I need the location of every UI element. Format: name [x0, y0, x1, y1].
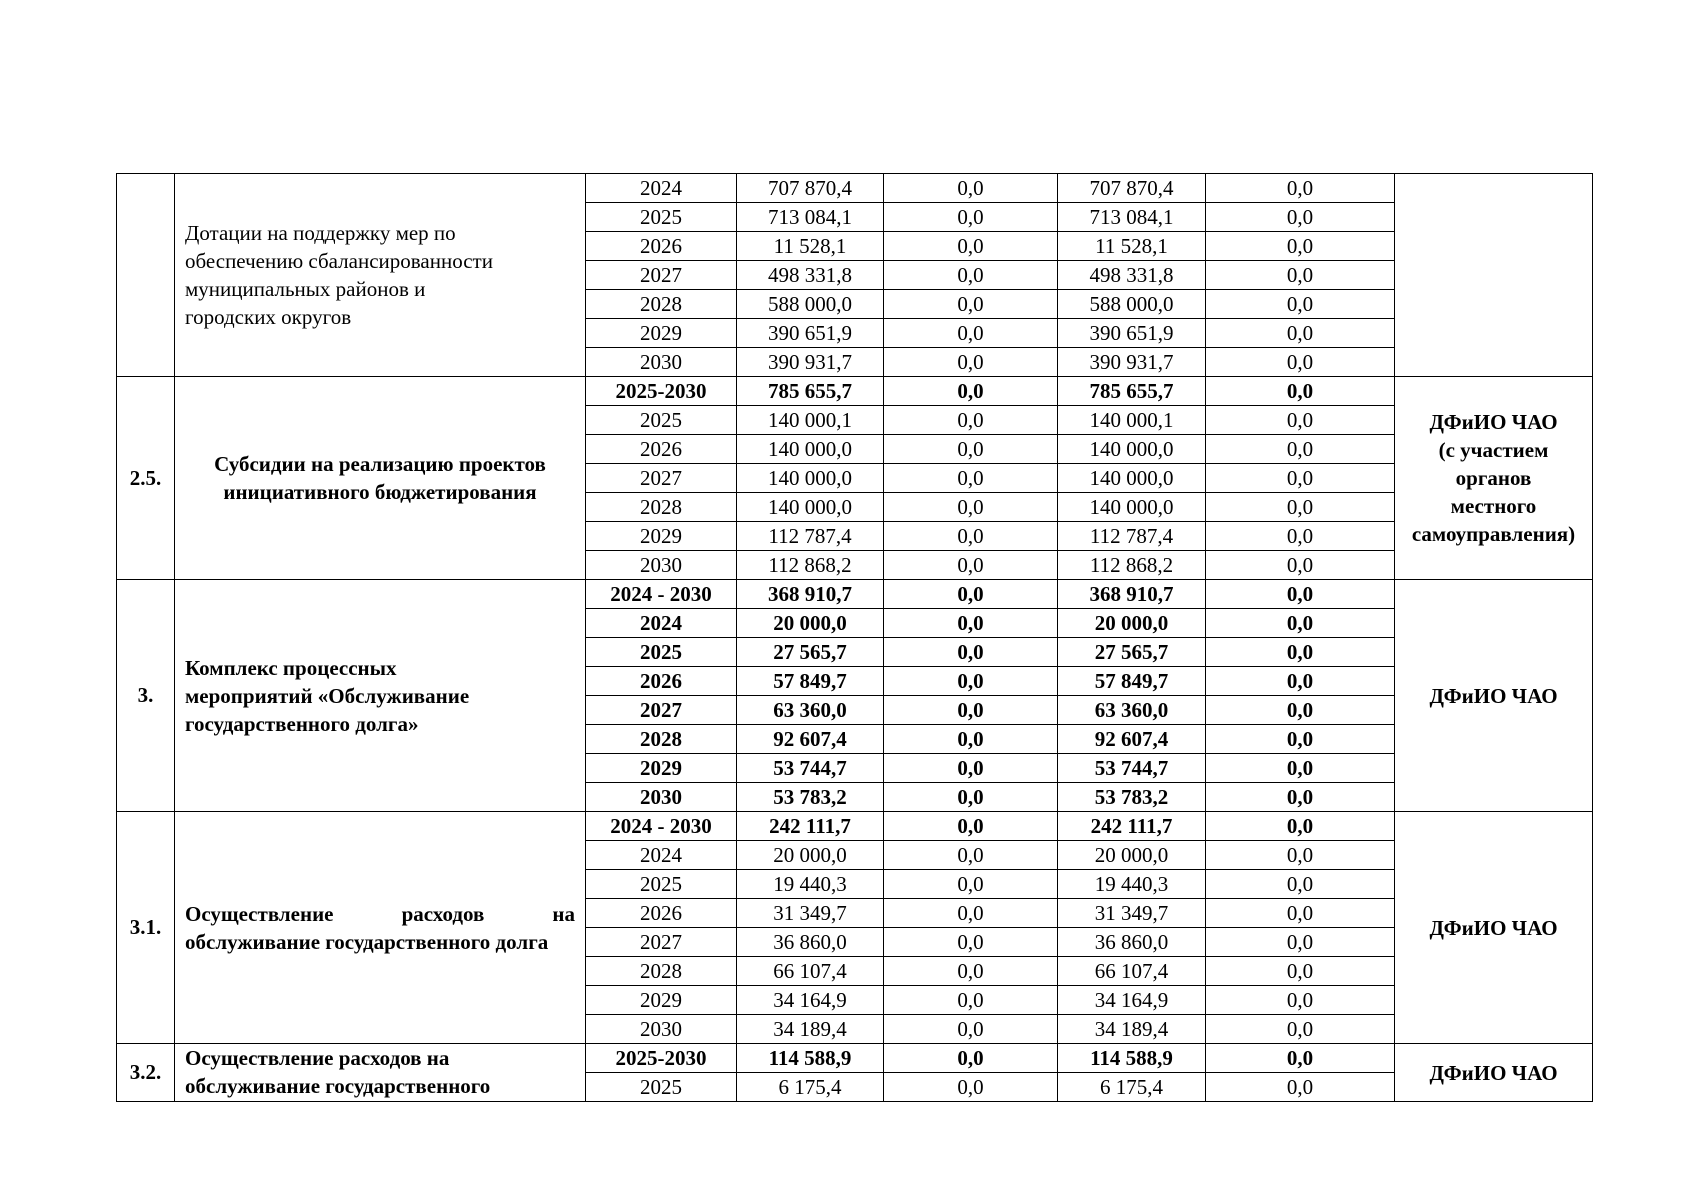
- total-cell: 66 107,4: [737, 957, 884, 986]
- total-cell: 19 440,3: [737, 870, 884, 899]
- total-cell: 53 744,7: [737, 754, 884, 783]
- regional-cell: 53 783,2: [1058, 783, 1206, 812]
- item-name-line: муниципальных районов и: [185, 277, 426, 301]
- item-name: [175, 174, 586, 377]
- federal-cell: 0,0: [884, 348, 1058, 377]
- regional-cell: 498 331,8: [1058, 261, 1206, 290]
- federal-cell: 0,0: [884, 522, 1058, 551]
- regional-cell: 53 744,7: [1058, 754, 1206, 783]
- federal-cell: 0,0: [884, 435, 1058, 464]
- regional-cell: 588 000,0: [1058, 290, 1206, 319]
- total-cell: 20 000,0: [737, 609, 884, 638]
- total-cell: 57 849,7: [737, 667, 884, 696]
- regional-cell: 6 175,4: [1058, 1073, 1206, 1102]
- federal-cell: 0,0: [884, 493, 1058, 522]
- regional-cell: 140 000,0: [1058, 435, 1206, 464]
- item-number: 3.: [117, 580, 175, 812]
- regional-cell: 66 107,4: [1058, 957, 1206, 986]
- total-cell: 20 000,0: [737, 841, 884, 870]
- period-cell: 2025: [586, 870, 737, 899]
- item-name: [175, 812, 586, 1044]
- other-cell: 0,0: [1206, 203, 1395, 232]
- regional-cell: 34 189,4: [1058, 1015, 1206, 1044]
- period-cell: 2030: [586, 348, 737, 377]
- period-cell: 2029: [586, 986, 737, 1015]
- other-cell: 0,0: [1206, 1015, 1395, 1044]
- other-cell: 0,0: [1206, 174, 1395, 203]
- total-cell: 140 000,0: [737, 464, 884, 493]
- table-body: [117, 174, 1593, 1102]
- federal-cell: 0,0: [884, 580, 1058, 609]
- federal-cell: 0,0: [884, 812, 1058, 841]
- regional-cell: 112 868,2: [1058, 551, 1206, 580]
- period-cell: 2025-2030: [586, 1044, 737, 1073]
- other-cell: 0,0: [1206, 290, 1395, 319]
- other-cell: 0,0: [1206, 522, 1395, 551]
- period-cell: 2024: [586, 174, 737, 203]
- item-name-line: городских округов: [185, 305, 352, 329]
- total-cell: 34 189,4: [737, 1015, 884, 1044]
- other-cell: 0,0: [1206, 406, 1395, 435]
- period-cell: 2029: [586, 754, 737, 783]
- total-cell: 785 655,7: [737, 377, 884, 406]
- other-cell: 0,0: [1206, 1073, 1395, 1102]
- federal-cell: 0,0: [884, 696, 1058, 725]
- regional-cell: 713 084,1: [1058, 203, 1206, 232]
- executor-cell: [1395, 377, 1593, 580]
- other-cell: 0,0: [1206, 319, 1395, 348]
- item-name-line: обеспечению сбалансированности: [185, 249, 493, 273]
- regional-cell: 19 440,3: [1058, 870, 1206, 899]
- regional-cell: 112 787,4: [1058, 522, 1206, 551]
- period-cell: 2024 - 2030: [586, 580, 737, 609]
- regional-cell: 390 931,7: [1058, 348, 1206, 377]
- item-name: [175, 377, 586, 580]
- regional-cell: 140 000,1: [1058, 406, 1206, 435]
- total-cell: 53 783,2: [737, 783, 884, 812]
- federal-cell: 0,0: [884, 870, 1058, 899]
- other-cell: 0,0: [1206, 812, 1395, 841]
- period-cell: 2024 - 2030: [586, 812, 737, 841]
- other-cell: 0,0: [1206, 783, 1395, 812]
- regional-cell: 785 655,7: [1058, 377, 1206, 406]
- period-cell: 2028: [586, 957, 737, 986]
- total-cell: 498 331,8: [737, 261, 884, 290]
- period-cell: 2024: [586, 609, 737, 638]
- regional-cell: 242 111,7: [1058, 812, 1206, 841]
- regional-cell: 92 607,4: [1058, 725, 1206, 754]
- federal-cell: 0,0: [884, 232, 1058, 261]
- executor-line: (с участием: [1438, 438, 1549, 462]
- table-row: [117, 377, 1593, 406]
- regional-cell: 20 000,0: [1058, 841, 1206, 870]
- total-cell: 36 860,0: [737, 928, 884, 957]
- executor-cell: [1395, 812, 1593, 1044]
- item-number: 3.1.: [117, 812, 175, 1044]
- item-name-line: инициативного бюджетирования: [223, 480, 537, 504]
- period-cell: 2024: [586, 841, 737, 870]
- federal-cell: 0,0: [884, 551, 1058, 580]
- period-cell: 2030: [586, 1015, 737, 1044]
- executor-cell: [1395, 580, 1593, 812]
- other-cell: 0,0: [1206, 841, 1395, 870]
- federal-cell: 0,0: [884, 667, 1058, 696]
- other-cell: 0,0: [1206, 696, 1395, 725]
- total-cell: 390 651,9: [737, 319, 884, 348]
- total-cell: 92 607,4: [737, 725, 884, 754]
- period-cell: 2028: [586, 493, 737, 522]
- budget-table: [116, 173, 1593, 1102]
- other-cell: 0,0: [1206, 261, 1395, 290]
- period-cell: 2027: [586, 464, 737, 493]
- regional-cell: 20 000,0: [1058, 609, 1206, 638]
- total-cell: 140 000,1: [737, 406, 884, 435]
- federal-cell: 0,0: [884, 464, 1058, 493]
- federal-cell: 0,0: [884, 754, 1058, 783]
- other-cell: 0,0: [1206, 986, 1395, 1015]
- other-cell: 0,0: [1206, 725, 1395, 754]
- period-cell: 2025: [586, 638, 737, 667]
- federal-cell: 0,0: [884, 638, 1058, 667]
- period-cell: 2026: [586, 435, 737, 464]
- total-cell: 34 164,9: [737, 986, 884, 1015]
- item-name-line: мероприятий «Обслуживание: [185, 683, 470, 708]
- other-cell: 0,0: [1206, 638, 1395, 667]
- table-row: [117, 812, 1593, 841]
- total-cell: 31 349,7: [737, 899, 884, 928]
- period-cell: 2026: [586, 232, 737, 261]
- regional-cell: 368 910,7: [1058, 580, 1206, 609]
- regional-cell: 114 588,9: [1058, 1044, 1206, 1073]
- other-cell: 0,0: [1206, 754, 1395, 783]
- federal-cell: 0,0: [884, 899, 1058, 928]
- federal-cell: 0,0: [884, 928, 1058, 957]
- executor-line: ДФиИО ЧАО: [1429, 1060, 1558, 1085]
- item-name: [175, 580, 586, 812]
- other-cell: 0,0: [1206, 232, 1395, 261]
- period-cell: 2028: [586, 725, 737, 754]
- period-cell: 2030: [586, 551, 737, 580]
- federal-cell: 0,0: [884, 377, 1058, 406]
- total-cell: 11 528,1: [737, 232, 884, 261]
- item-name-line: Субсидии на реализацию проектов: [214, 452, 546, 476]
- period-cell: 2025: [586, 406, 737, 435]
- executor-cell: [1395, 174, 1593, 377]
- period-cell: 2026: [586, 899, 737, 928]
- total-cell: 242 111,7: [737, 812, 884, 841]
- total-cell: 588 000,0: [737, 290, 884, 319]
- other-cell: 0,0: [1206, 551, 1395, 580]
- period-cell: 2027: [586, 928, 737, 957]
- period-cell: 2027: [586, 696, 737, 725]
- federal-cell: 0,0: [884, 1015, 1058, 1044]
- other-cell: 0,0: [1206, 464, 1395, 493]
- other-cell: 0,0: [1206, 493, 1395, 522]
- total-cell: 707 870,4: [737, 174, 884, 203]
- item-name-line: Дотации на поддержку мер по: [185, 221, 456, 245]
- total-cell: 112 868,2: [737, 551, 884, 580]
- other-cell: 0,0: [1206, 957, 1395, 986]
- total-cell: 6 175,4: [737, 1073, 884, 1102]
- federal-cell: 0,0: [884, 1044, 1058, 1073]
- regional-cell: 34 164,9: [1058, 986, 1206, 1015]
- federal-cell: 0,0: [884, 261, 1058, 290]
- federal-cell: 0,0: [884, 783, 1058, 812]
- total-cell: 140 000,0: [737, 493, 884, 522]
- total-cell: 390 931,7: [737, 348, 884, 377]
- item-name-line: обслуживание государственного: [185, 1074, 491, 1098]
- item-name: [175, 1044, 586, 1102]
- regional-cell: 63 360,0: [1058, 696, 1206, 725]
- period-cell: 2028: [586, 290, 737, 319]
- period-cell: 2025: [586, 203, 737, 232]
- total-cell: 140 000,0: [737, 435, 884, 464]
- executor-line: ДФиИО ЧАО: [1429, 410, 1558, 434]
- period-cell: 2027: [586, 261, 737, 290]
- federal-cell: 0,0: [884, 290, 1058, 319]
- federal-cell: 0,0: [884, 319, 1058, 348]
- other-cell: 0,0: [1206, 377, 1395, 406]
- total-cell: 63 360,0: [737, 696, 884, 725]
- item-name-line: государственного долга»: [185, 711, 419, 736]
- total-cell: 713 084,1: [737, 203, 884, 232]
- regional-cell: 57 849,7: [1058, 667, 1206, 696]
- regional-cell: 36 860,0: [1058, 928, 1206, 957]
- regional-cell: 707 870,4: [1058, 174, 1206, 203]
- federal-cell: 0,0: [884, 841, 1058, 870]
- regional-cell: 31 349,7: [1058, 899, 1206, 928]
- regional-cell: 140 000,0: [1058, 464, 1206, 493]
- period-cell: 2026: [586, 667, 737, 696]
- item-name-line: Осуществление расходов на обслуживание государственного долга: [185, 901, 575, 954]
- other-cell: 0,0: [1206, 435, 1395, 464]
- period-cell: 2025-2030: [586, 377, 737, 406]
- period-cell: 2025: [586, 1073, 737, 1102]
- other-cell: 0,0: [1206, 870, 1395, 899]
- total-cell: 368 910,7: [737, 580, 884, 609]
- regional-cell: 11 528,1: [1058, 232, 1206, 261]
- federal-cell: 0,0: [884, 986, 1058, 1015]
- item-name-line: Комплекс процессных: [185, 655, 397, 680]
- executor-cell: [1395, 1044, 1593, 1102]
- federal-cell: 0,0: [884, 174, 1058, 203]
- item-number: 3.2.: [117, 1044, 175, 1102]
- federal-cell: 0,0: [884, 406, 1058, 435]
- executor-line: самоуправления): [1411, 522, 1576, 546]
- other-cell: 0,0: [1206, 1044, 1395, 1073]
- executor-line: органов: [1455, 466, 1532, 490]
- federal-cell: 0,0: [884, 609, 1058, 638]
- federal-cell: 0,0: [884, 725, 1058, 754]
- federal-cell: 0,0: [884, 1073, 1058, 1102]
- period-cell: 2030: [586, 783, 737, 812]
- total-cell: 114 588,9: [737, 1044, 884, 1073]
- other-cell: 0,0: [1206, 667, 1395, 696]
- period-cell: 2029: [586, 522, 737, 551]
- executor-line: местного: [1450, 494, 1537, 518]
- total-cell: 112 787,4: [737, 522, 884, 551]
- table-row: [117, 1044, 1593, 1073]
- regional-cell: 390 651,9: [1058, 319, 1206, 348]
- other-cell: 0,0: [1206, 580, 1395, 609]
- item-name-line: Осуществление расходов на: [185, 1046, 450, 1070]
- other-cell: 0,0: [1206, 348, 1395, 377]
- table-row: [117, 580, 1593, 609]
- executor-line: ДФиИО ЧАО: [1429, 683, 1558, 708]
- federal-cell: 0,0: [884, 957, 1058, 986]
- table-row: [117, 174, 1593, 203]
- item-number: [117, 174, 175, 377]
- total-cell: 27 565,7: [737, 638, 884, 667]
- other-cell: 0,0: [1206, 928, 1395, 957]
- item-number: 2.5.: [117, 377, 175, 580]
- executor-line: ДФиИО ЧАО: [1429, 915, 1558, 940]
- regional-cell: 27 565,7: [1058, 638, 1206, 667]
- period-cell: 2029: [586, 319, 737, 348]
- other-cell: 0,0: [1206, 609, 1395, 638]
- federal-cell: 0,0: [884, 203, 1058, 232]
- other-cell: 0,0: [1206, 899, 1395, 928]
- regional-cell: 140 000,0: [1058, 493, 1206, 522]
